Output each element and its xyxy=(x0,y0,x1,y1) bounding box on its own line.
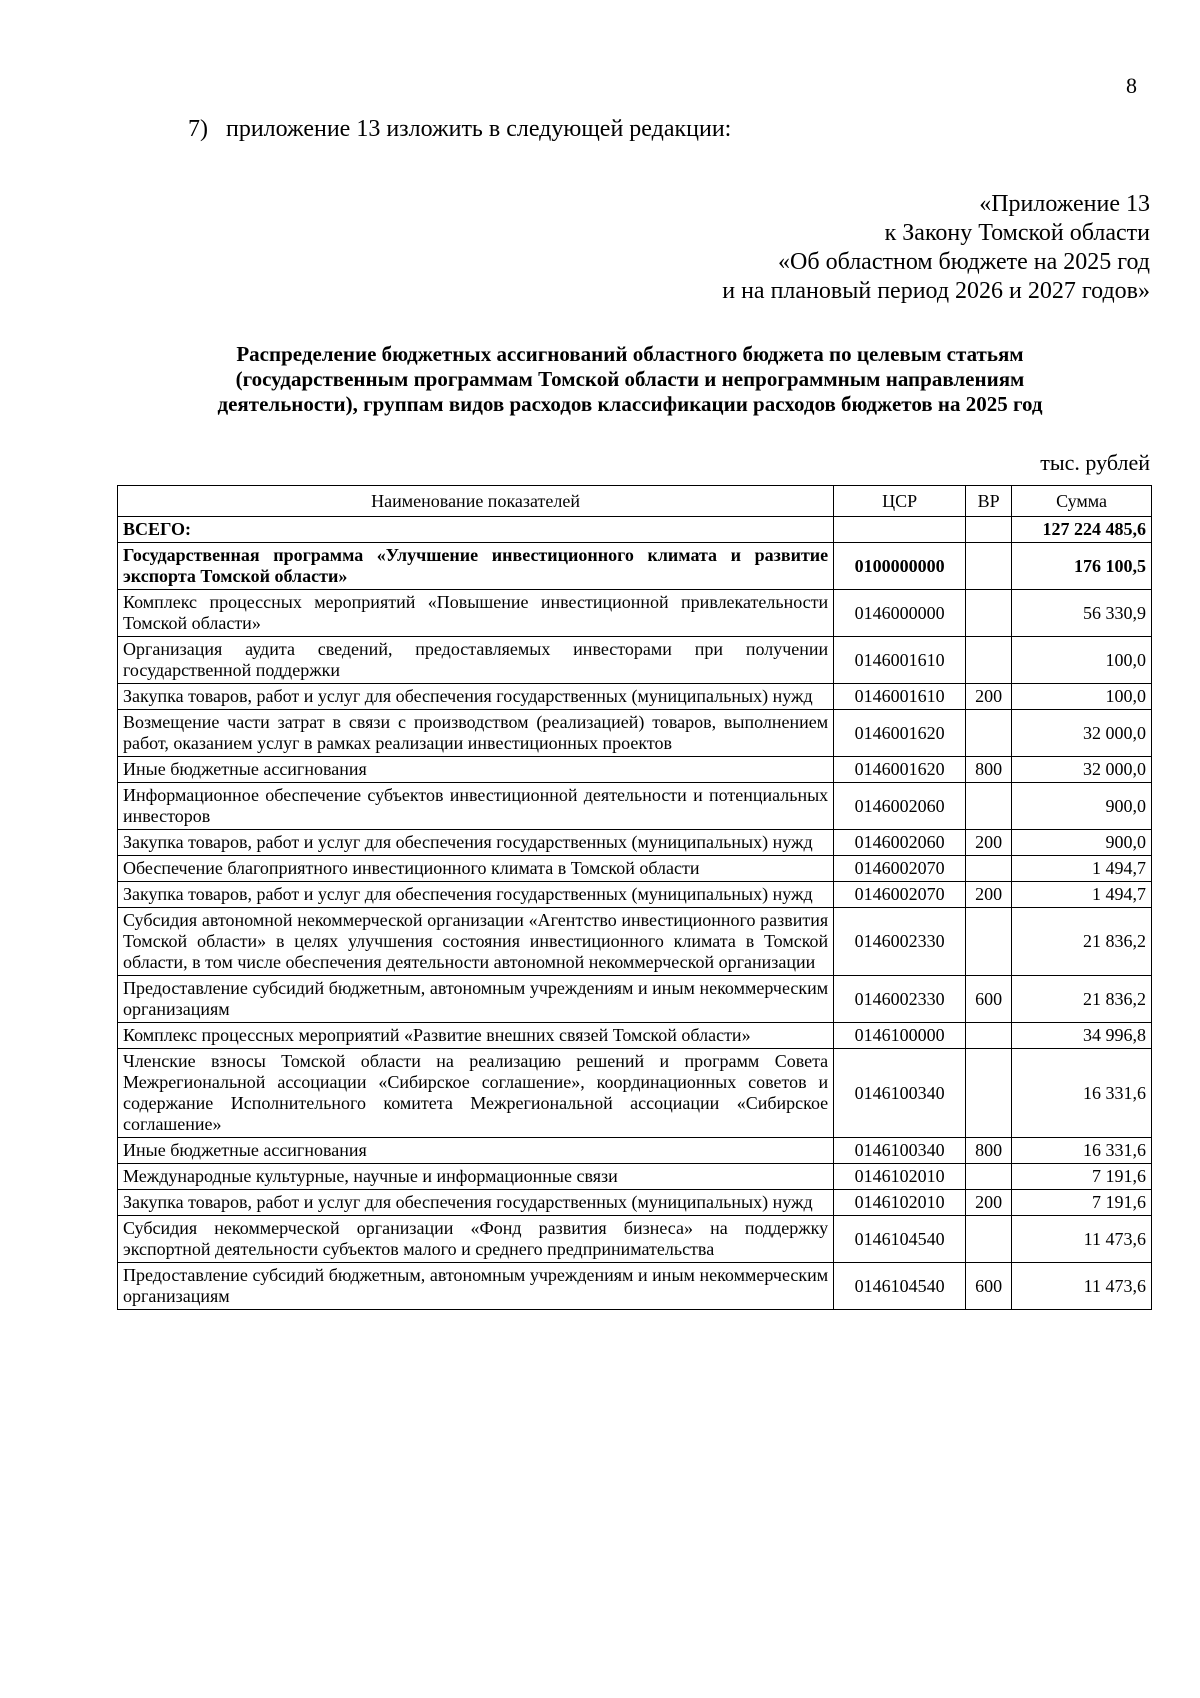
header-csr: ЦСР xyxy=(834,486,966,517)
table-row xyxy=(118,1190,1152,1216)
cell-vr: 200 xyxy=(966,1190,1012,1216)
cell-name: ВСЕГО: xyxy=(118,517,834,543)
cell-vr xyxy=(966,908,1012,976)
cell-csr: 0146002330 xyxy=(834,976,966,1023)
cell-vr: 600 xyxy=(966,976,1012,1023)
cell-sum: 21 836,2 xyxy=(1012,908,1152,976)
cell-sum: 34 996,8 xyxy=(1012,1023,1152,1049)
cell-csr: 0100000000 xyxy=(834,543,966,590)
cell-name: Комплекс процессных мероприятий «Повышение инвестиционной привлекательности Томской области» xyxy=(118,590,834,637)
cell-sum: 16 331,6 xyxy=(1012,1049,1152,1138)
cell-sum: 21 836,2 xyxy=(1012,976,1152,1023)
cell-name: Международные культурные, научные и информационные связи xyxy=(118,1164,834,1190)
cell-vr: 600 xyxy=(966,1263,1012,1310)
cell-name: Закупка товаров, работ и услуг для обеспечения государственных (муниципальных) нужд xyxy=(118,830,834,856)
title-line: (государственным программам Томской области и непрограммным направлениям xyxy=(235,367,1025,391)
cell-vr xyxy=(966,783,1012,830)
cell-name: Закупка товаров, работ и услуг для обеспечения государственных (муниципальных) нужд xyxy=(118,684,834,710)
cell-csr: 0146001610 xyxy=(834,637,966,684)
cell-vr xyxy=(966,856,1012,882)
cell-csr: 0146102010 xyxy=(834,1190,966,1216)
cell-sum: 176 100,5 xyxy=(1012,543,1152,590)
table-body xyxy=(118,517,1152,1310)
cell-csr: 0146002330 xyxy=(834,908,966,976)
table-row xyxy=(118,1164,1152,1190)
table-row xyxy=(118,1049,1152,1138)
cell-sum: 7 191,6 xyxy=(1012,1164,1152,1190)
table-row xyxy=(118,783,1152,830)
cell-vr: 200 xyxy=(966,882,1012,908)
cell-sum: 900,0 xyxy=(1012,830,1152,856)
cell-sum: 32 000,0 xyxy=(1012,710,1152,757)
title-line: деятельности), группам видов расходов классификации расходов бюджетов на 2025 год xyxy=(217,392,1043,416)
cell-sum: 100,0 xyxy=(1012,684,1152,710)
cell-sum: 32 000,0 xyxy=(1012,757,1152,783)
cell-name: Возмещение части затрат в связи с производством (реализацией) товаров, выполнением работ, оказанием услуг в рамках реализации инвестиционных проектов xyxy=(118,710,834,757)
cell-csr: 0146002070 xyxy=(834,882,966,908)
cell-csr: 0146001610 xyxy=(834,684,966,710)
cell-sum: 900,0 xyxy=(1012,783,1152,830)
cell-name: Субсидия некоммерческой организации «Фонд развития бизнеса» на поддержку экспортной деятельности субъектов малого и среднего предпринимательства xyxy=(118,1216,834,1263)
appendix-line: к Закону Томской области xyxy=(884,220,1150,246)
table-row xyxy=(118,517,1152,543)
cell-name: Иные бюджетные ассигнования xyxy=(118,1138,834,1164)
cell-vr: 800 xyxy=(966,1138,1012,1164)
table-row xyxy=(118,757,1152,783)
cell-csr: 0146100000 xyxy=(834,1023,966,1049)
cell-vr xyxy=(966,1164,1012,1190)
header-sum: Сумма xyxy=(1012,486,1152,517)
cell-name: Обеспечение благоприятного инвестиционного климата в Томской области xyxy=(118,856,834,882)
table-row xyxy=(118,976,1152,1023)
cell-sum: 56 330,9 xyxy=(1012,590,1152,637)
appendix-line: «Приложение 13 xyxy=(979,191,1150,217)
cell-vr xyxy=(966,637,1012,684)
table-row xyxy=(118,1023,1152,1049)
cell-vr xyxy=(966,543,1012,590)
cell-name: Информационное обеспечение субъектов инвестиционной деятельности и потенциальных инвесторов xyxy=(118,783,834,830)
cell-csr: 0146100340 xyxy=(834,1138,966,1164)
units-label: тыс. рублей xyxy=(1040,450,1150,475)
table-row xyxy=(118,710,1152,757)
budget-table xyxy=(117,485,1152,1310)
cell-vr: 800 xyxy=(966,757,1012,783)
appendix-header xyxy=(722,190,1150,306)
cell-name: Предоставление субсидий бюджетным, автономным учреждениям и иным некоммерческим организациям xyxy=(118,1263,834,1310)
cell-csr: 0146002070 xyxy=(834,856,966,882)
table-row xyxy=(118,882,1152,908)
table-row xyxy=(118,1263,1152,1310)
table-row xyxy=(118,830,1152,856)
cell-sum: 16 331,6 xyxy=(1012,1138,1152,1164)
cell-csr: 0146002060 xyxy=(834,830,966,856)
cell-csr: 0146000000 xyxy=(834,590,966,637)
cell-name: Закупка товаров, работ и услуг для обеспечения государственных (муниципальных) нужд xyxy=(118,1190,834,1216)
title-line: Распределение бюджетных ассигнований областного бюджета по целевым статьям xyxy=(236,342,1024,366)
cell-csr: 0146002060 xyxy=(834,783,966,830)
cell-name: Субсидия автономной некоммерческой организации «Агентство инвестиционного развития Томской области» в целях улучшения состояния инвестиционного климата в Томской области, в том числе обеспечения деятельности автономной некоммерческой организации xyxy=(118,908,834,976)
cell-vr xyxy=(966,590,1012,637)
cell-sum: 1 494,7 xyxy=(1012,856,1152,882)
appendix-line: «Об областном бюджете на 2025 год xyxy=(778,249,1150,275)
cell-sum: 11 473,6 xyxy=(1012,1263,1152,1310)
table-row xyxy=(118,684,1152,710)
amendment-instruction: 7) приложение 13 изложить в следующей редакции: xyxy=(188,116,732,142)
table-row xyxy=(118,856,1152,882)
cell-csr: 0146104540 xyxy=(834,1263,966,1310)
cell-sum: 11 473,6 xyxy=(1012,1216,1152,1263)
appendix-line: и на плановый период 2026 и 2027 годов» xyxy=(722,278,1150,304)
cell-name: Предоставление субсидий бюджетным, автономным учреждениям и иным некоммерческим организациям xyxy=(118,976,834,1023)
table-header-row xyxy=(118,486,1152,517)
cell-sum: 1 494,7 xyxy=(1012,882,1152,908)
table-row xyxy=(118,908,1152,976)
table-row xyxy=(118,637,1152,684)
header-name: Наименование показателей xyxy=(118,486,834,517)
header-vr: ВР xyxy=(966,486,1012,517)
table-row xyxy=(118,543,1152,590)
cell-name: Организация аудита сведений, предоставляемых инвесторами при получении государственной поддержки xyxy=(118,637,834,684)
cell-vr xyxy=(966,1049,1012,1138)
document-title xyxy=(120,342,1140,417)
cell-sum: 7 191,6 xyxy=(1012,1190,1152,1216)
cell-csr: 0146102010 xyxy=(834,1164,966,1190)
cell-name: Закупка товаров, работ и услуг для обеспечения государственных (муниципальных) нужд xyxy=(118,882,834,908)
cell-vr xyxy=(966,517,1012,543)
page-number: 8 xyxy=(1126,73,1137,98)
table-row xyxy=(118,1138,1152,1164)
table-row xyxy=(118,1216,1152,1263)
cell-vr: 200 xyxy=(966,830,1012,856)
cell-vr xyxy=(966,710,1012,757)
cell-csr: 0146001620 xyxy=(834,710,966,757)
cell-csr: 0146100340 xyxy=(834,1049,966,1138)
cell-name: Иные бюджетные ассигнования xyxy=(118,757,834,783)
cell-name: Государственная программа «Улучшение инвестиционного климата и развитие экспорта Томской области» xyxy=(118,543,834,590)
table-row xyxy=(118,590,1152,637)
cell-vr xyxy=(966,1216,1012,1263)
cell-csr: 0146104540 xyxy=(834,1216,966,1263)
cell-sum: 100,0 xyxy=(1012,637,1152,684)
cell-vr xyxy=(966,1023,1012,1049)
cell-sum: 127 224 485,6 xyxy=(1012,517,1152,543)
cell-csr: 0146001620 xyxy=(834,757,966,783)
cell-vr: 200 xyxy=(966,684,1012,710)
cell-name: Комплекс процессных мероприятий «Развитие внешних связей Томской области» xyxy=(118,1023,834,1049)
cell-name: Членские взносы Томской области на реализацию решений и программ Совета Межрегиональной ассоциации «Сибирское соглашение», координационных советов и содержание Исполнительного комитета Межрегиональной ассоциации «Сибирское соглашение» xyxy=(118,1049,834,1138)
cell-csr xyxy=(834,517,966,543)
